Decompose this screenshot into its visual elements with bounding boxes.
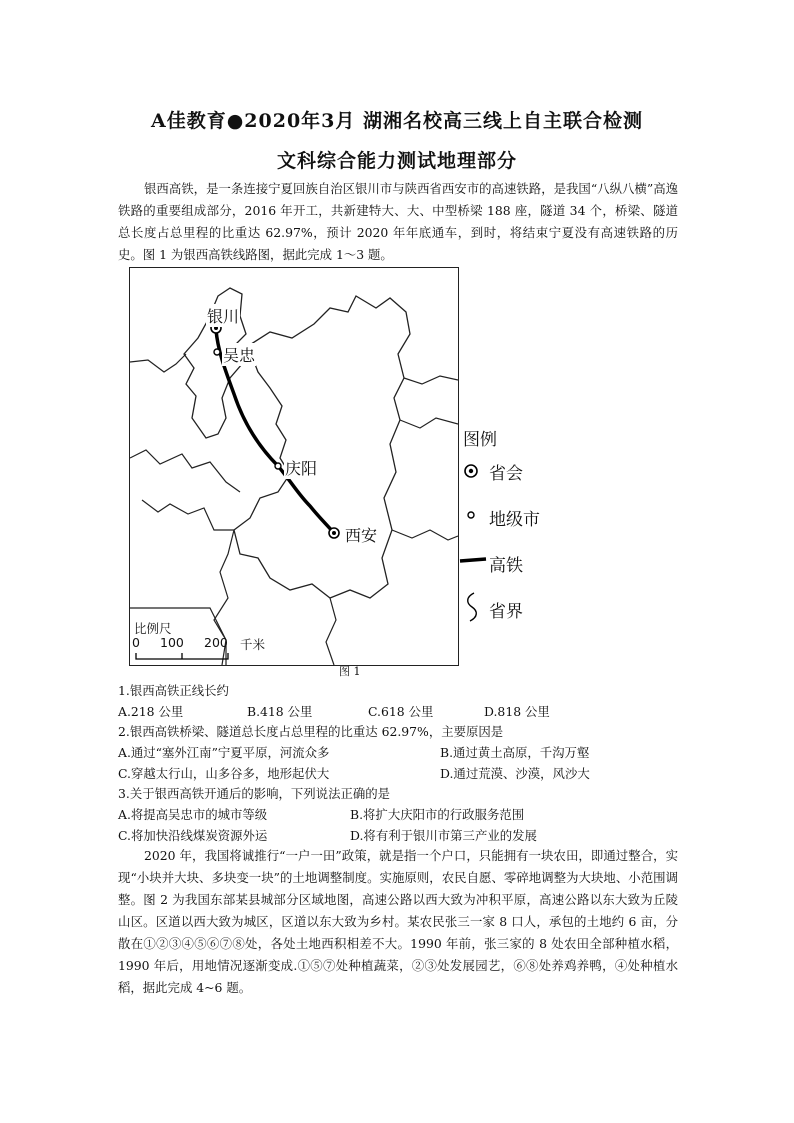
scale-tick-200: 200 xyxy=(204,635,228,650)
q1-option-a: A.218 公里 xyxy=(118,704,184,719)
q3-option-b: B.将扩大庆阳市的行政服务范围 xyxy=(350,807,525,822)
question-1-stem: 1.银西高铁正线长约 xyxy=(118,683,229,698)
scale-unit: 千米 xyxy=(240,637,266,652)
legend-boundary-icon xyxy=(468,593,477,621)
q1-option-d: D.818 公里 xyxy=(484,704,550,719)
legend-symbols xyxy=(458,455,488,625)
q3-option-d: D.将有利于银川市第三产业的发展 xyxy=(350,828,537,843)
q2-option-c: C.穿越太行山，山多谷多，地形起伏大 xyxy=(118,766,330,781)
legend-prefecture-icon xyxy=(468,512,474,518)
label-qingyang: 庆阳 xyxy=(284,456,318,479)
qingyang-marker xyxy=(275,463,281,469)
passage-1 xyxy=(118,178,678,266)
scale-title: 比例尺 xyxy=(134,621,172,636)
question-3-stem: 3.关于银西高铁开通后的影响，下列说法正确的是 xyxy=(118,786,391,801)
q1-option-c: C.618 公里 xyxy=(368,704,434,719)
q2-option-d: D.通过荒漠、沙漠，风沙大 xyxy=(440,766,590,781)
label-yinchuan: 银川 xyxy=(206,304,240,327)
legend-title: 图例 xyxy=(463,430,497,450)
q2-option-b: B.通过黄土高原，千沟万壑 xyxy=(440,745,590,760)
west-boundary-detail xyxy=(130,354,240,530)
question-2-stem: 2.银西高铁桥梁、隧道总长度占总里程的比重达 62.97%，主要原因是 xyxy=(118,724,504,739)
legend-capital-label: 省会 xyxy=(489,464,523,484)
south-boundary-detail xyxy=(214,530,336,665)
q2-option-a: A.通过“塞外江南”宁夏平原，河流众多 xyxy=(118,745,330,760)
legend-prefecture-label: 地级市 xyxy=(489,510,540,530)
scale-tick-0: 0 xyxy=(132,635,140,650)
map-figure-1 xyxy=(129,267,459,666)
passage-2-text: 2020 年，我国将诚推行“一户一田”政策，就是指一个户口，只能拥有一块农田，即通过整合，实现“小块并大块、多块变一块”的土地调整制度。实施原则，农民自愿、零碎地调整为大块地、小范围调整。图 2 为我国东部某县城部分区域地图，高速公路以西大致为冲积平原，高速公路以东大致为丘陵山区。区道以西大致为城区，区道以东大致为乡村。某农民张三一家 8 口人，承包的土地约 6 亩，分散在①②③④⑤⑥⑦⑧处，各处土地西积相差不大。1990 年前，张三家的 8 处农田全部种植水稻，1990 年后，用地情况逐渐变成.①⑤⑦处种植蔬菜，②③处发展园艺，⑥⑧处养鸡养鸭，④处种植水稻，据此完成 4~6 题。 xyxy=(118,848,678,995)
scale-bar xyxy=(136,653,228,659)
passage-1-text: 银西高铁，是一条连接宁夏回族自治区银川市与陕西省西安市的高速铁路，是我国“八纵八横”高逸铁路的重要组成部分，2016 年开工，共新建特大、大、中型桥梁 188 座，隧道 34 个，桥梁、隧道总长度占总里程的比重达 62.97%，预计 2020 年年底通车，到时，将结束宁夏没有高速铁路的历史。图 1 为银西高铁线路图，据此完成 1～3 题。 xyxy=(118,181,678,262)
q3-option-a: A.将提高吴忠市的城市等级 xyxy=(118,807,268,822)
label-wuzhong: 吴忠 xyxy=(222,343,256,366)
passage-2 xyxy=(118,845,678,999)
legend-railway-icon xyxy=(460,559,486,561)
label-xian: 西安 xyxy=(344,523,378,546)
wuzhong-marker xyxy=(214,349,220,355)
exam-subtitle: 文科综合能力测试地理部分 xyxy=(276,150,517,172)
legend-railway-label: 高铁 xyxy=(489,556,523,576)
exam-title: A佳教育●2020年3月 湖湘名校高三线上自主联合检测 xyxy=(150,110,644,132)
east-boundary-detail xyxy=(392,376,458,540)
legend-boundary-label: 省界 xyxy=(489,602,523,622)
figure-1-caption: 图 1 xyxy=(339,665,361,678)
scale-tick-100: 100 xyxy=(160,635,184,650)
q1-option-b: B.418 公里 xyxy=(247,704,313,719)
q3-option-c: C.将加快沿线煤炭资源外运 xyxy=(118,828,268,843)
